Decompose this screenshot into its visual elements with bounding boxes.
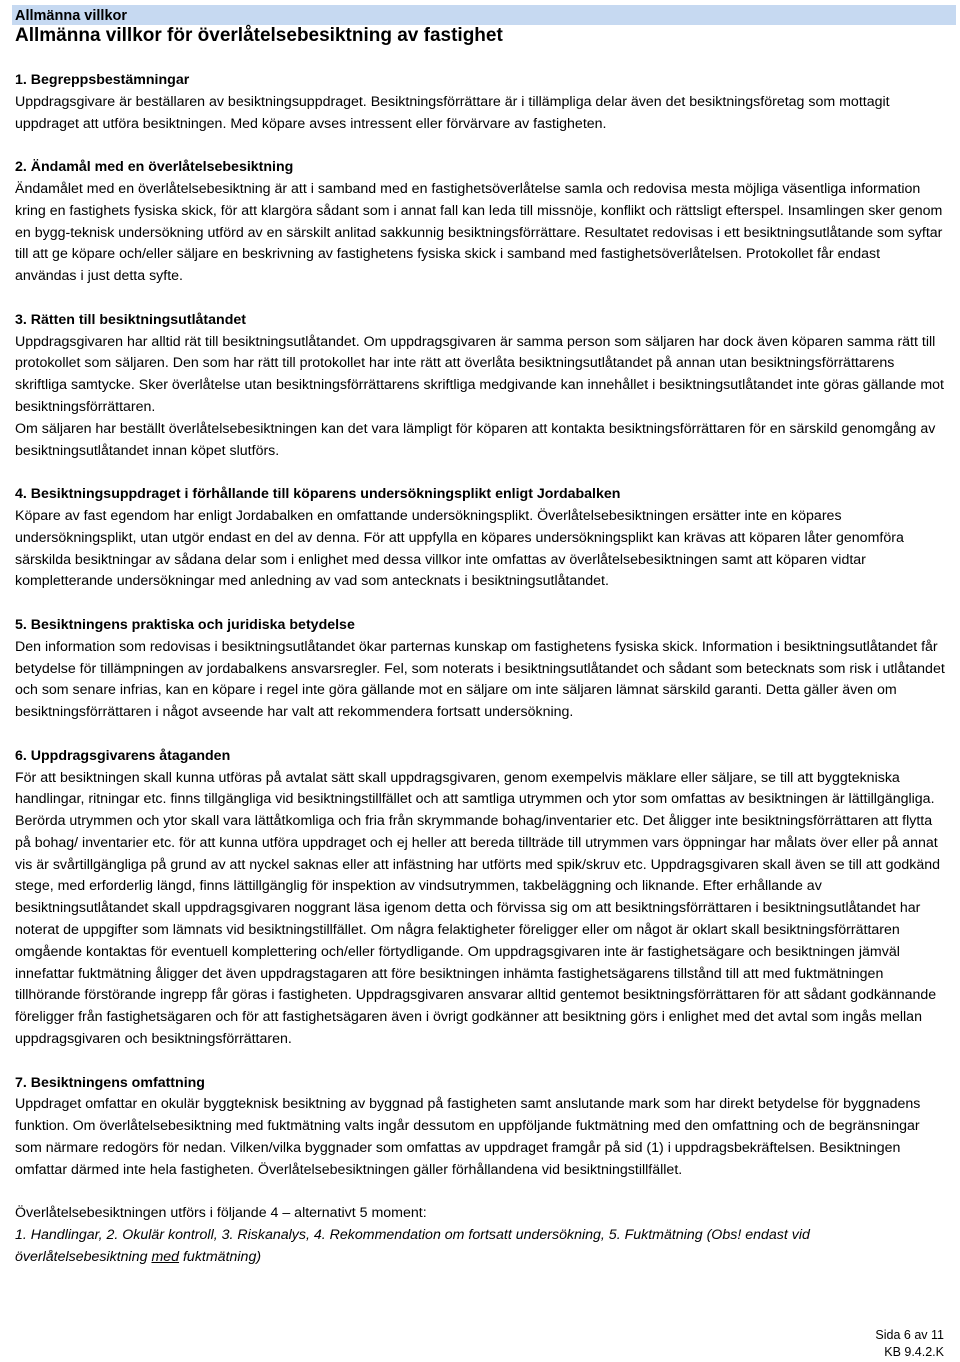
section-paragraph: Uppdragsgivaren har alltid rät till besiktningsutlåtandet. Om uppdragsgivaren är samma person som säljaren har dock även köparen samma rätt till protokollet som säljaren. Den som har rätt till protokollet har inte rätt att överlåta besiktningsutlåtandet på annan utan besiktningsförrättarens skriftliga samtycke. Sker överlåtelse utan besiktningsförrättarens skriftliga medgivande kan innehållet i besiktningsutlåtandet inte göras gällande mot besiktningsförrättaren. xyxy=(15,333,944,415)
moments-text-end: fuktmätning) xyxy=(179,1249,262,1266)
section-heading: 2. Ändamål med en överlåtelsebesiktning xyxy=(15,159,294,176)
moments-underlined-word: med xyxy=(151,1249,180,1266)
header-bar xyxy=(12,5,956,25)
section-paragraph: Ändamålet med en överlåtelsebesiktning är att i samband med en fastighetsöverlåtelse samla och redovisa mesta möjliga väsentliga information kring en fastighets fysiska skick, för att klargöra sådant som i annat fall kan leda till missnöje, konflikt och rättsligt efterspel. Insamlingen sker genom en bygg-teknisk undersökning utförd av en särskilt anlitad sakkunnig besiktningsförrättare. Resultatet redovisas i ett besiktningsutlåtande som syftar till att ge köpare och/eller säljare en beskrivning av fastighetens fysiska skick i samband med fastighetsöverlåtelsen. Protokollet får endast användas i just detta syfte. xyxy=(15,180,943,285)
section-paragraph: Om säljaren har beställt överlåtelsebesiktningen kan det vara lämpligt för köparen att kontakta besiktningsförrättaren för en särskild genomgång av besiktningsutlåtandet innan köpet slutförs. xyxy=(15,420,936,459)
section-2 xyxy=(15,157,945,288)
section-4 xyxy=(15,484,945,593)
moments-text-start: 1. Handlingar, 2. Okulär kontroll, 3. Riskanalys, 4. Rekommendation om fortsatt undersökning, 5. Fuktmätning (Obs! endast vid överlåtelsebesiktning xyxy=(15,1227,810,1266)
section-paragraph: Uppdragsgivare är beställaren av besiktningsuppdraget. Besiktningsförrättare är i tillämpliga delar även det besiktningsföretag som mottagit uppdraget att utföra besiktningen. Med köpare avses intressent eller förvärvare av fastigheten. xyxy=(15,93,890,132)
section-paragraph: Den information som redovisas i besiktningsutlåtandet ökar parternas kunskap om fastighetens fysiska skick. Information i besiktningsutlåtandet får betydelse för tillämpningen av jordabalkens ansvarsregler. Fel, som noterats i besiktningsutlåtandet och sådant som betecknats som risk i utlåtandet och som senare infrias, kan en köpare i regel inte göra gällande mot en säljare om inte säljaren lämnat särskild garanti. Detta gäller även om besiktningsförrättaren i något avseende har valt att rekommendera fortsatt undersökning. xyxy=(15,638,945,721)
page-number: Sida 6 av 11 xyxy=(875,1328,944,1342)
section-heading: 5. Besiktningens praktiska och juridiska betydelse xyxy=(15,616,355,633)
section-heading: 3. Rätten till besiktningsutlåtandet xyxy=(15,311,246,328)
section-1 xyxy=(15,70,945,135)
section-heading: 1. Begreppsbestämningar xyxy=(15,72,190,88)
section-heading: 6. Uppdragsgivarens åtaganden xyxy=(15,747,231,764)
header-label: Allmänna villkor xyxy=(15,8,128,24)
section-paragraph: Köpare av fast egendom har enligt Jordabalken en omfattande undersökningsplikt. Överlåtelsebesiktningen ersätter inte en köpares undersökningsplikt, utan utgör endast en del av denna. För att uppfylla en köpares undersökningsplikt kan krävas att köparen låter genomföra särskilda besiktningar av sådana delar som i enlighet med dessa villkor inte omfattas av överlåtelsebesiktningen samt att köparen vidtar kompletterande undersökningar med anledning av vad som antecknats i besiktningsutlåtandet. xyxy=(15,507,904,590)
section-3 xyxy=(15,310,945,463)
moments-lead: Överlåtelsebesiktningen utförs i följande 4 – alternativt 5 moment: xyxy=(15,1205,427,1222)
document-title: Allmänna villkor för överlåtelsebesiktning av fastighet xyxy=(15,25,503,46)
moments-list xyxy=(15,1225,945,1269)
section-heading: 7. Besiktningens omfattning xyxy=(15,1074,205,1091)
section-heading: 4. Besiktningsuppdraget i förhållande till köparens undersökningsplikt enligt Jordabalken xyxy=(15,486,621,503)
section-5 xyxy=(15,615,945,724)
section-7 xyxy=(15,1073,945,1182)
document-body xyxy=(15,70,945,1269)
section-paragraph: Uppdraget omfattar en okulär byggteknisk besiktning av byggnad på fastigheten samt anslutande mark som har direkt betydelse för byggnadens funktion. Om överlåtelsebesiktning med fuktmätning valts ingår dessutom en uppföljande fuktmätning med den omfattning och de begränsningar som närmare redogörs för nedan. Vilken/vilka byggnader som omfattas av uppdraget framgår på sid (1) i uppdragsbekräftelsen. Besiktningen omfattar därmed inte hela fastigheten. Överlåtelsebesiktningen gäller förhållandena vid besiktningstillfället. xyxy=(15,1096,921,1178)
section-paragraph: För att besiktningen skall kunna utföras på avtalat sätt skall uppdragsgivaren, genom exempelvis mäklare eller säljare, se till att byggtekniska handlingar, ritningar etc. finns tillgängliga vid besiktningstillfället och att samtliga utrymmen och ytor som omfattas av besiktningen är lättillgängliga. Berörda utrymmen och ytor skall vara lättåtkomliga och fria från skrymmande bohag/inventarier etc. Det åligger inte besiktningsförrättaren att flytta på bohag/ inventarier etc. för att kunna utföra uppdraget och ej heller att bereda tillträde till utrymmen vars öppningar har målats över eller på annat vis är svårtillgängliga på grund av att nyckel saknas eller att infästning har utförts med spik/skruv etc. Uppdragsgivaren skall även se till att godkänd stege, med erforderlig längd, finns lättillgänglig för inspektion av vindsutrymmen, takbeläggning och liknande. Efter erhållande av besiktningsutlåtandet skall uppdragsgivaren noggrant läsa igenom detta och förvissa sig om att besiktningsförrättaren i besiktningsutlåtandet har noterat de uppgifter som lämnats vid besiktningstillfället. Om några felaktigheter föreligger eller om något är oklart skall besiktningsförrättaren omgående kontaktas för eventuell komplettering och/eller förtydligande. Om uppdragsgivaren inte är fastighetsägare och besiktningen jämväl innefattar fuktmätning åligger det även uppdragstagaren att före besiktningen inhämta fastighetsägarens tillstånd till att med fuktmätningen tillhörande förstörande ingrepp får göras i fastigheten. Uppdragsgivaren ansvarar alltid gentemot besiktningsförrättaren för att sådant godkännande föreligger från fastighetsägaren och för att fastighetsägaren även i övrigt godkänner att besiktning görs i enlighet med det avtal som ingås mellan uppdragsgivaren och besiktningsförrättaren. xyxy=(15,769,941,1048)
document-code: KB 9.4.2.K xyxy=(884,1345,944,1359)
section-6 xyxy=(15,746,945,1051)
page-footer xyxy=(875,1327,944,1361)
